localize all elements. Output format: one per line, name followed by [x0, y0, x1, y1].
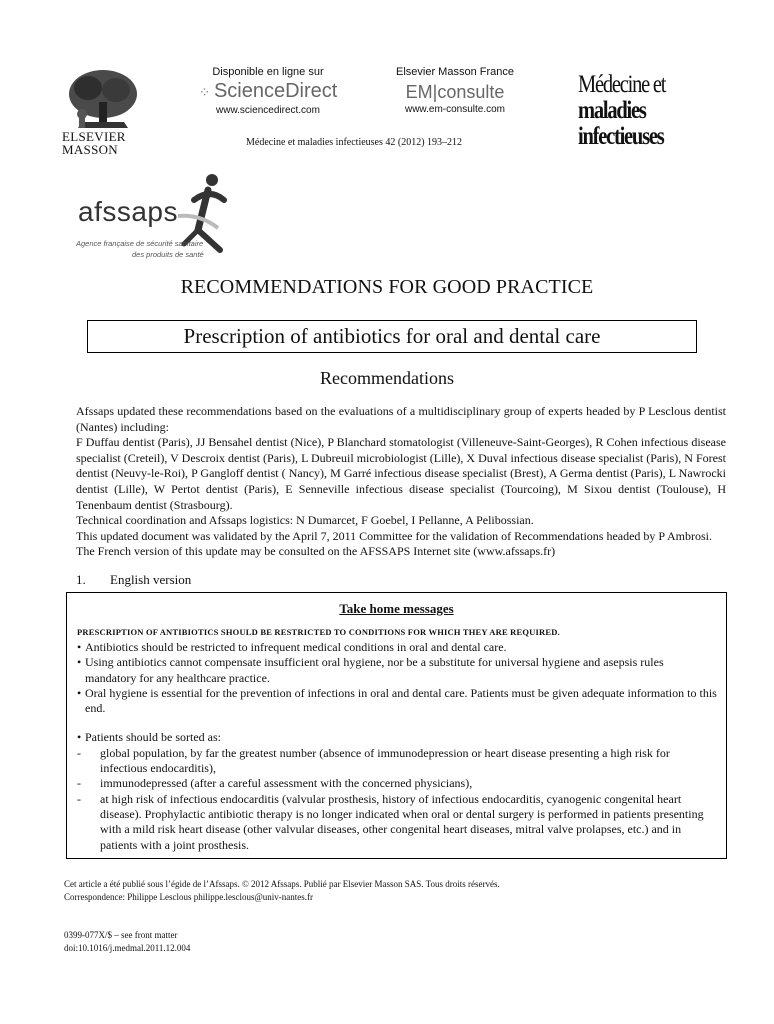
journal-citation: Médecine et maladies infectieuses 42 (2012) 193–212 — [246, 137, 463, 148]
list-item-text: global population, by far the greatest number (absence of immunodepression or heart disease presenting a high risk for infectious endocarditis), — [100, 745, 670, 776]
sciencedirect-dots-icon: ⁘ — [198, 84, 209, 100]
list-item-text: Using antibiotics cannot compensate insufficient oral hygiene, nor be a substitute for universal hygiene and asepsis rules mandatory for any healthcare practice. — [85, 655, 664, 685]
emconsulte-url[interactable]: www.em-consulte.com — [404, 104, 506, 115]
take-home-list — [77, 640, 717, 853]
dash-icon: - — [77, 791, 81, 806]
sciencedirect-available-label: Disponible en ligne sur — [212, 66, 324, 78]
footer-notes — [64, 878, 500, 904]
bullet-icon: • — [77, 685, 82, 700]
sciencedirect-url[interactable]: www.sciencedirect.com — [216, 105, 320, 116]
paragraph: The French version of this update may be consulted on the AFSSAPS Internet site (www.afssaps.fr) — [76, 544, 556, 559]
list-item — [77, 730, 717, 745]
journal-title — [578, 72, 709, 150]
list-item — [77, 776, 717, 791]
bullet-icon: • — [77, 655, 82, 670]
issn-note: 0399-077X/$ – see front matter — [64, 930, 178, 940]
take-home-caps-line: PRESCRIPTION OF ANTIBIOTICS SHOULD BE RESTRICTED TO CONDITIONS FOR WHICH THEY ARE REQUIRED. — [77, 627, 560, 637]
publisher-line1: ELSEVIER — [62, 129, 126, 144]
journal-title-line1: Médecine et — [578, 71, 666, 98]
correspondence-note: Correspondence: Philippe Lesclous philippe.lesclous@univ-nantes.fr — [64, 892, 313, 902]
publisher-line2: MASSON — [62, 142, 118, 157]
list-item — [77, 640, 717, 655]
section-heading: RECOMMENDATIONS FOR GOOD PRACTICE — [180, 276, 594, 298]
emconsulte-block[interactable] — [385, 66, 525, 115]
dash-icon: - — [77, 745, 81, 760]
emconsulte-publisher-label: Elsevier Masson France — [396, 66, 514, 78]
bullet-icon: • — [77, 640, 82, 654]
list-item — [77, 655, 717, 686]
sciencedirect-block[interactable] — [188, 66, 348, 116]
take-home-box — [66, 592, 727, 859]
paragraph: Technical coordination and Afssaps logistics: N Dumarcet, F Goebel, I Pellanne, A Pelibossian. — [76, 513, 534, 528]
dash-icon: - — [77, 776, 81, 791]
take-home-title: Take home messages — [339, 601, 454, 616]
afssaps-wordmark: afssaps — [78, 196, 178, 227]
afssaps-subtitle-line2: des produits de santé — [132, 250, 204, 259]
journal-title-line2: maladies infectieuses — [578, 97, 664, 150]
section-title: English version — [110, 572, 192, 587]
list-item-text: Patients should be sorted as: — [85, 730, 221, 745]
list-item — [77, 746, 717, 777]
afssaps-subtitle-line1: Agence française de sécurité sanitaire — [76, 239, 204, 248]
emconsulte-logo: EM|consulte — [405, 82, 505, 102]
copyright-note: Cet article a été publié sous l’égide de l’Afssaps. © 2012 Afssaps. Publié par Elsevier Masson SAS. Tous droits réservés. — [64, 879, 500, 889]
list-item-text: Antibiotics should be restricted to infrequent medical conditions in oral and dental care. — [85, 640, 507, 654]
article-title: Prescription of antibiotics for oral and dental care — [87, 320, 697, 353]
sciencedirect-name: ScienceDirect — [213, 80, 338, 102]
sciencedirect-logo — [188, 80, 348, 103]
list-item — [77, 792, 717, 853]
paragraph: Afssaps updated these recommendations based on the evaluations of a multidisciplinary group of experts headed by P Lesclous dentist (Nantes) including: — [76, 404, 726, 434]
publisher-name — [62, 130, 154, 156]
article-subheading: Recommendations — [320, 368, 454, 388]
list-item-text: immunodepressed (after a careful assessment with the concerned physicians), — [100, 776, 473, 791]
paragraph: This updated document was validated by the April 7, 2011 Committee for the validation of Recommendations headed by P Ambrosi. — [76, 528, 712, 543]
doi-link[interactable]: doi:10.1016/j.medmal.2011.12.004 — [64, 943, 191, 953]
footer-identifiers — [64, 929, 190, 955]
list-item-text: at high risk of infectious endocarditis (valvular prosthesis, history of infectious endocarditis, cyanogenic congenital heart disease). Prophylactic antibiotic therapy is no longer indicated when oral or dental surgery is performed in patients presenting with a mild risk heart disease (other valvular diseases, other congenital heart diseases, mitral valve prolapses, etc.) and in patients with a joint prosthesis. — [100, 791, 704, 852]
list-item — [77, 686, 717, 717]
afssaps-subtitle — [76, 238, 204, 260]
section-number: 1. — [76, 572, 86, 587]
list-item-text: Oral hygiene is essential for the prevention of infections in oral and dental care. Patients must be given adequate information to this end. — [85, 685, 717, 716]
article-body — [76, 404, 726, 560]
paragraph: F Duffau dentist (Paris), JJ Bensahel dentist (Nice), P Blanchard stomatologist (Villeneuve-Saint-Georges), R Cohen infectious disease specialist (Creteil), V Descroix dentist (Paris), L Dubreuil microbiologist (Lille), X Duval infectious disease specialist (Paris), N Forest dentist (Neuvy-le-Roi), P Gangloff dentist ( Nancy), M Garré infectious disease specialist (Brest), A Germa dentist (Paris), L Nawrocki dentist (Lille), W Pertot dentist (Paris), E Senneville infectious disease specialist (Tourcoing), M Sixou dentist (Toulouse), H Tenenbaum dentist (Strasbourg). — [76, 435, 726, 512]
bullet-icon: • — [77, 730, 82, 745]
